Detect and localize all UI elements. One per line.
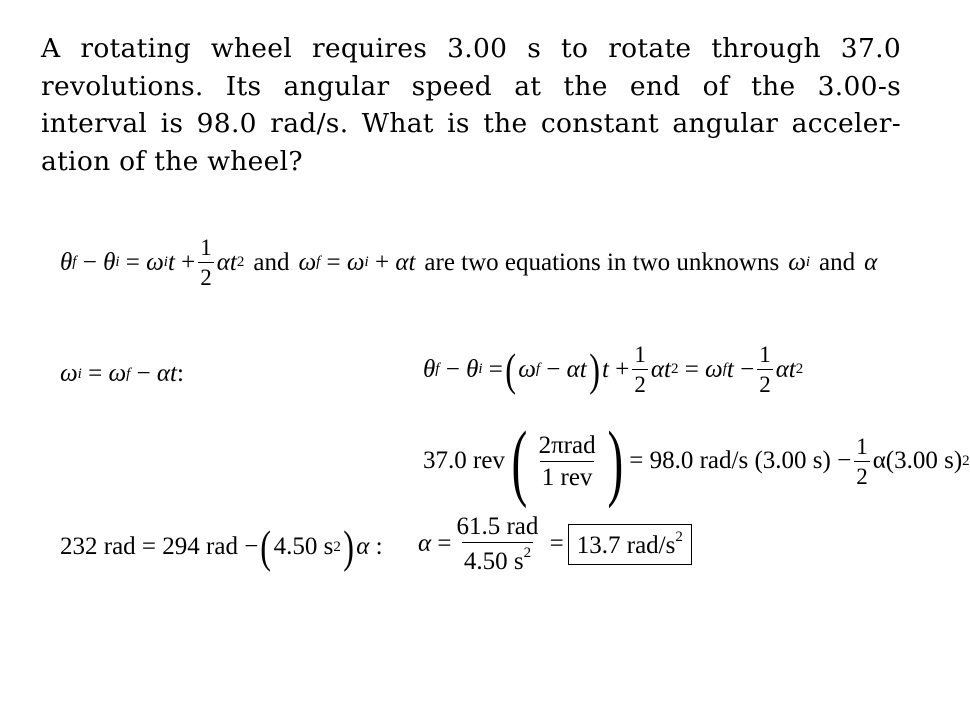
alpha-numerator: 61.5 rad <box>456 513 539 540</box>
problem-line-1: A rotating wheel requires 3.00 s to rotate through 37.0 <box>41 33 901 64</box>
solution-row-answer: α = $\frac{\text{61.5 rad}}{4.50 s^2}$ = 13.7 rad/$s^2$ <box>418 514 692 574</box>
final-answer: 13.7 rad/s <box>576 531 676 559</box>
problem-line-2: revolutions. Its angular speed at the end of the 3.00-s <box>41 70 901 102</box>
alpha-fraction: $\frac{\text{61.5 rad}}{4.50 s^2}$ <box>456 513 539 575</box>
conversion-fraction <box>537 433 598 490</box>
problem-statement <box>41 30 901 180</box>
solution-row-substitution <box>423 343 803 396</box>
conversion-denominator: 1 rev <box>540 461 595 490</box>
simplified-lhs: 232 rad = 294 rad − <box>60 533 259 560</box>
substituted-equation: θ f − θ i = ( ω f − αt ) t + $\frac{1}{2}$ αt 2 = ω f t − $\frac{1}{2}$ αt 2 <box>423 342 804 397</box>
final-answer-box: 13.7 rad/$s^2$ <box>568 524 692 565</box>
conversion-numerator: 2πrad <box>538 431 596 459</box>
solution-row-simplified: 232 rad = 294 rad − ( 4.50 s 2 ) α : <box>60 521 383 572</box>
numeric-rhs: = 98.0 rad/s (3.00 s) − <box>629 447 852 474</box>
coefficient: 4.50 s <box>273 533 334 560</box>
colon: : <box>176 360 184 387</box>
alpha-symbol: α <box>864 248 878 276</box>
kinematic-equation-velocity: ω f = ω i + αt <box>298 248 416 276</box>
solution-row-omega-i <box>60 360 184 388</box>
omega-i-expression: ω i = ω f − αt <box>60 360 177 387</box>
solution-row-numeric: 37.0 rev ( $\frac{\text{2πrad}}{\text{1 rev}}$ ) = 98.0 rad/s (3.00 s) − $\frac{1}{2}$ α(3.00 s) 2 <box>423 413 970 509</box>
kinematic-equation-displacement: θ f − θ i = ω i t + $\frac{1}{2}$ αt 2 <box>60 235 245 290</box>
and-text-1: and <box>253 248 290 276</box>
problem-line-3: interval is 98.0 rad/s. What is the constant angular acceler- <box>41 108 901 139</box>
and-text-2: and <box>819 248 856 276</box>
unknowns-text: are two equations in two unknowns <box>424 248 780 276</box>
revolutions-value: 37.0 rev <box>423 447 505 474</box>
solution-row-equations <box>60 236 877 289</box>
numeric-tail: α(3.00 s) <box>872 447 963 474</box>
alpha-denominator: 4.50 s <box>463 548 524 575</box>
omega-i-symbol: ω i <box>788 248 811 276</box>
one-half-fraction: $\frac{1}{2}$ <box>856 433 868 489</box>
problem-line-4: ation of the wheel? <box>41 145 303 177</box>
